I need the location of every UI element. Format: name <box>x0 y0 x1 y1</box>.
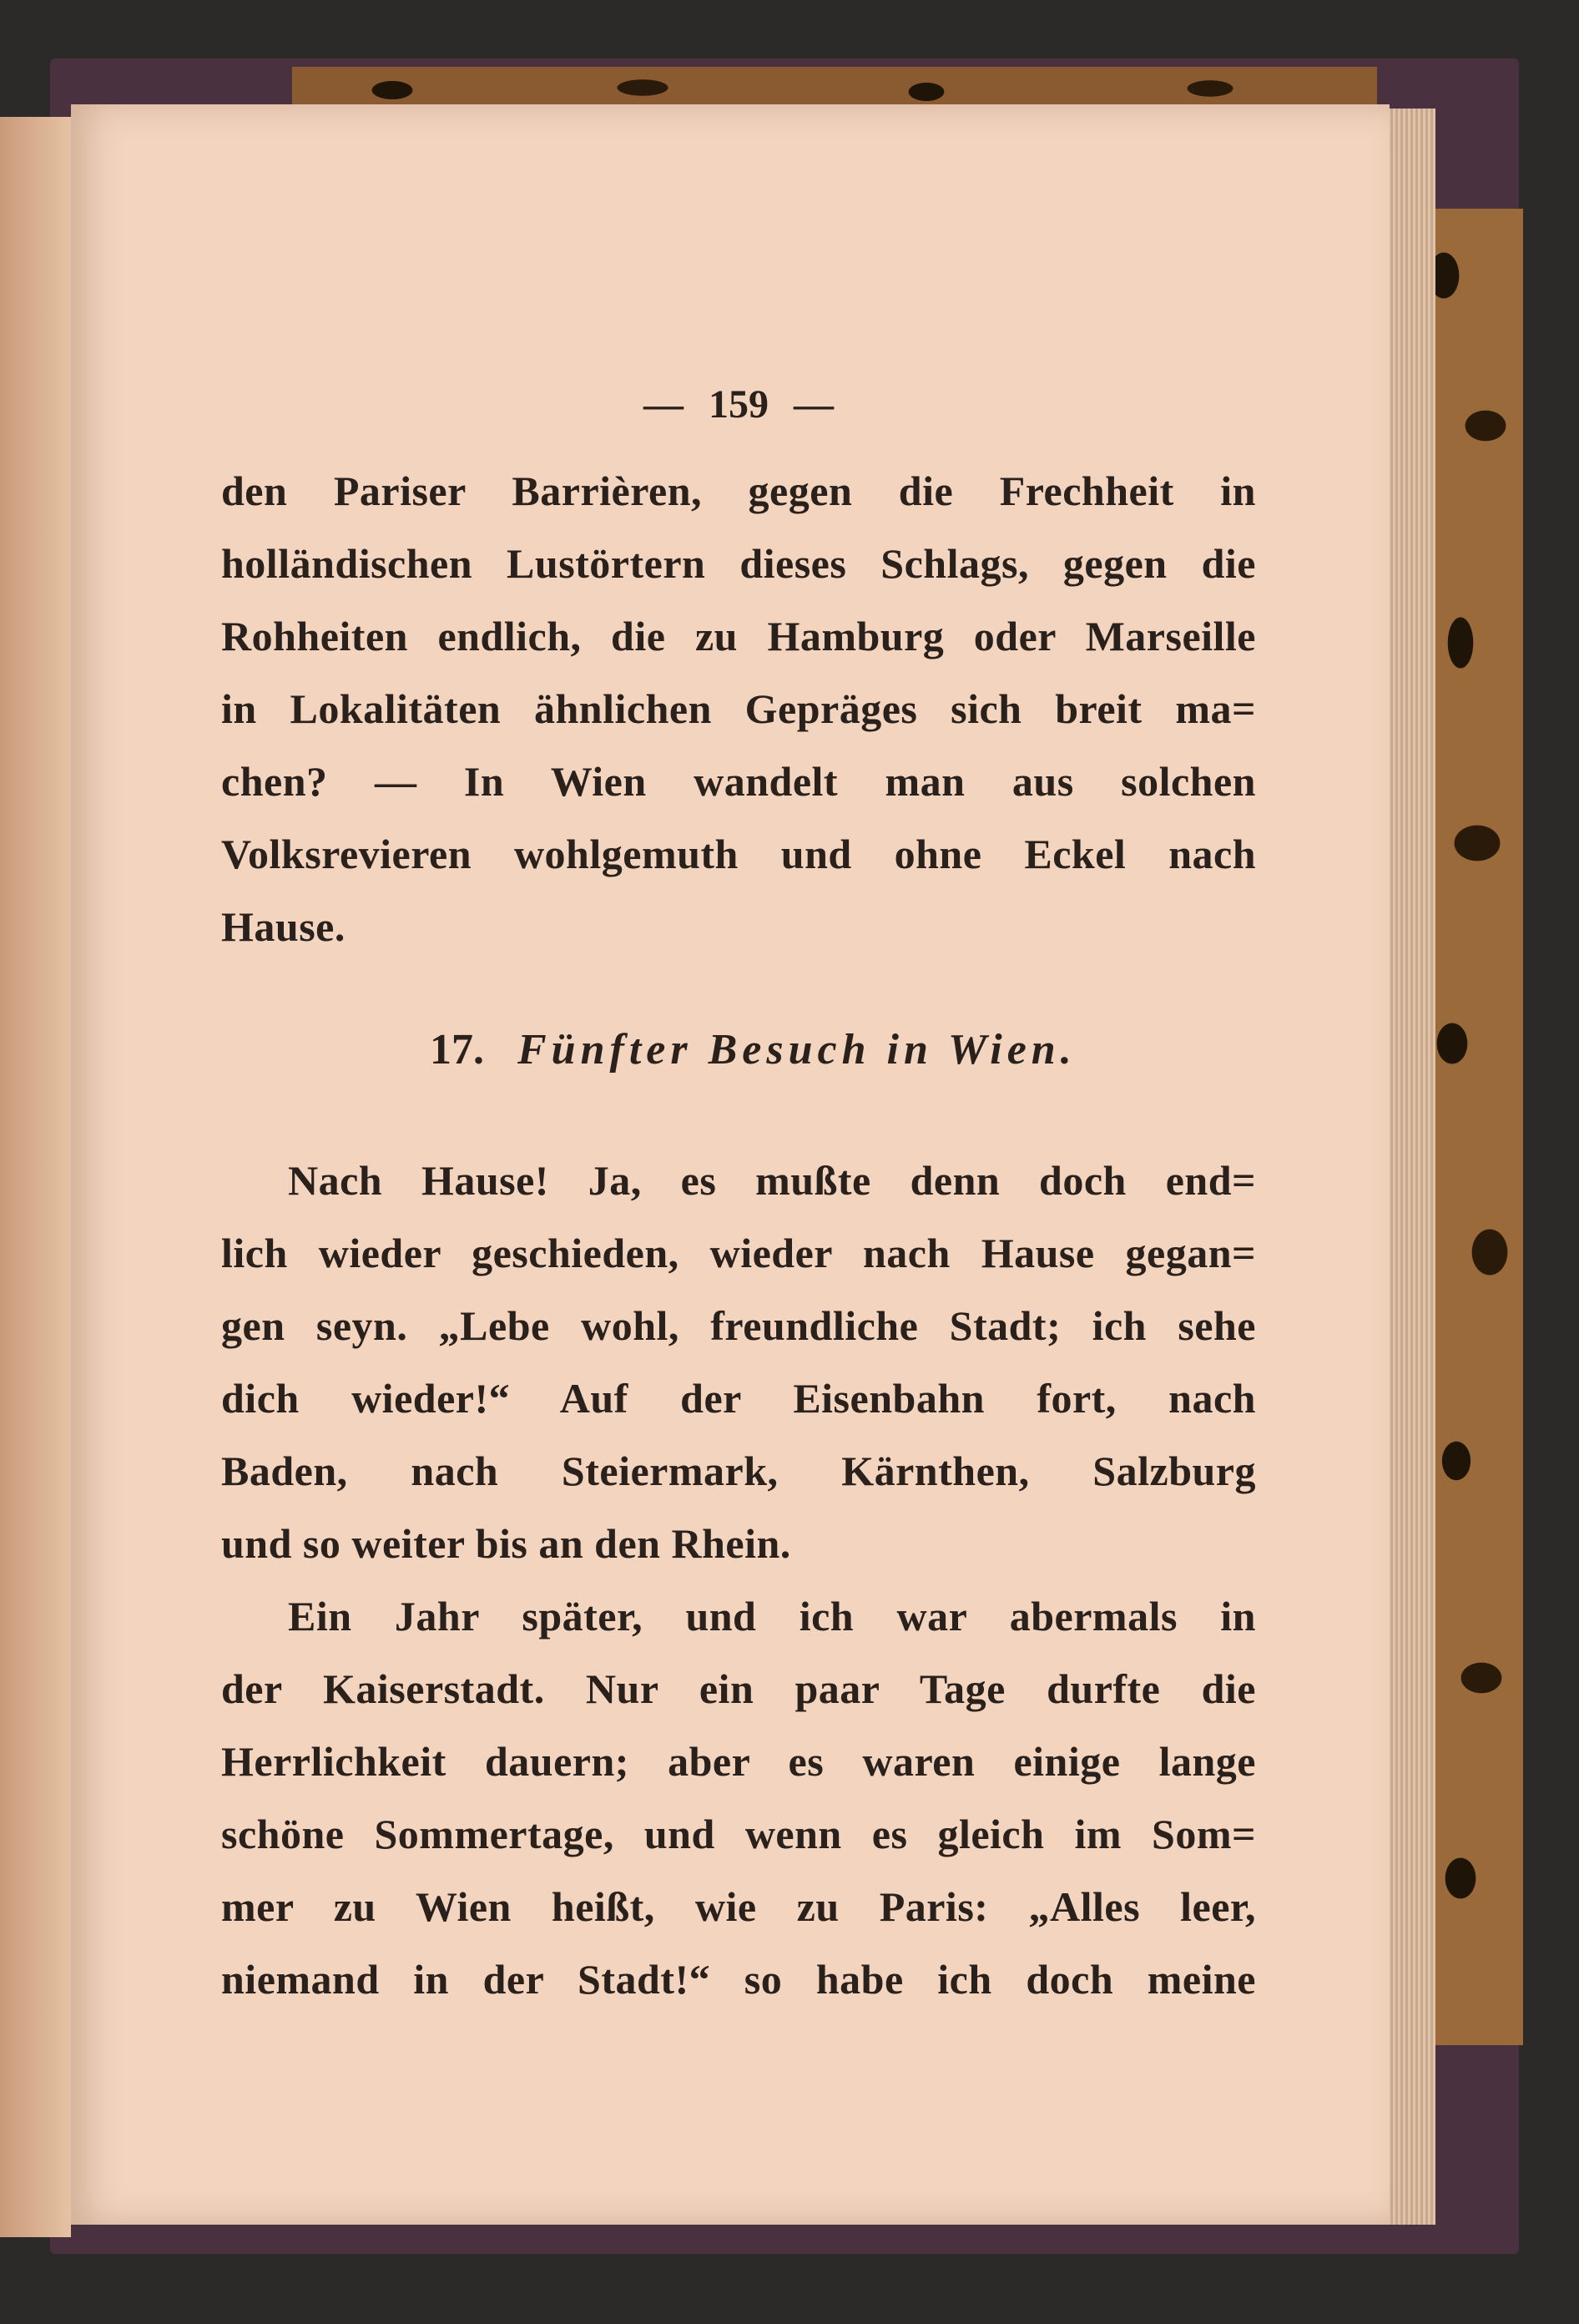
text-line: den Pariser Barrièren, gegen die Frechheit in <box>221 467 1256 514</box>
text-line: Baden, nach Steiermark, Kärnthen, Salzburg <box>221 1447 1256 1494</box>
text-line: Nach Hause! Ja, es mußte denn doch end= <box>288 1157 1256 1204</box>
text-line: Hause. <box>221 903 346 950</box>
chapter-title: Fünfter Besuch in Wien. <box>517 1026 1077 1074</box>
chapter-number: 17. <box>430 1026 484 1074</box>
text-line: chen? — In Wien wandelt man aus solchen <box>221 758 1256 805</box>
chapter-heading <box>221 1013 1256 1086</box>
text-line: mer zu Wien heißt, wie zu Paris: „Alles leer, <box>221 1883 1256 1930</box>
facing-page-edge <box>0 117 71 2237</box>
page-text <box>221 380 1256 2016</box>
book-page <box>71 104 1390 2225</box>
text-line: dich wieder!“ Auf der Eisenbahn fort, nach <box>221 1375 1256 1422</box>
text-line: Herrlichkeit dauern; aber es waren einige lange <box>221 1738 1256 1785</box>
page-stack-edges <box>1385 109 1435 2225</box>
text-line: der Kaiserstadt. Nur ein paar Tage durfte die <box>221 1665 1256 1712</box>
text-line: Ein Jahr später, und ich war abermals in <box>288 1593 1256 1639</box>
text-line: niemand in der Stadt!“ so habe ich doch meine <box>221 1956 1256 2003</box>
text-line: Rohheiten endlich, die zu Hamburg oder Marseille <box>221 613 1256 659</box>
text-line: Volksrevieren wohlgemuth und ohne Eckel nach <box>221 831 1256 877</box>
paragraph-1 <box>221 455 1256 963</box>
page-number: — 159 — <box>643 382 834 427</box>
text-line: gen seyn. „Lebe wohl, freundliche Stadt; ich sehe <box>221 1302 1256 1349</box>
paragraph-3 <box>221 1580 1256 2016</box>
paragraph-2 <box>221 1144 1256 1580</box>
text-line: schöne Sommertage, und wenn es gleich im Som= <box>221 1811 1256 1857</box>
text-line: holländischen Lustörtern dieses Schlags, gegen die <box>221 540 1256 587</box>
text-line: in Lokalitäten ähnlichen Gepräges sich breit ma= <box>221 685 1256 732</box>
text-line: und so weiter bis an den Rhein. <box>221 1520 791 1567</box>
text-line: lich wieder geschieden, wieder nach Hause gegan= <box>221 1230 1256 1276</box>
